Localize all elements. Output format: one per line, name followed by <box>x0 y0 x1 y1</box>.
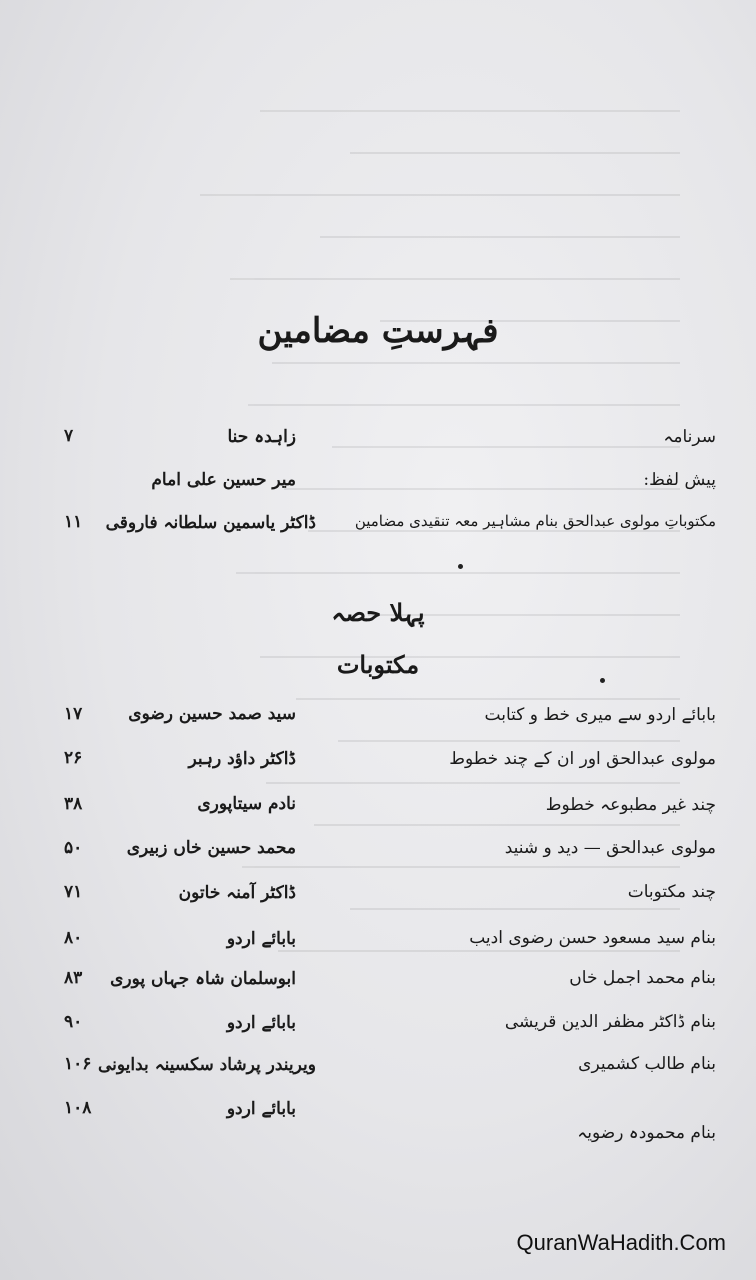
entry-author: زاہدہ حنا <box>227 427 296 447</box>
toc-row <box>0 838 756 872</box>
entry-topic: مولوی عبدالحق — دید و شنید <box>504 838 716 858</box>
entry-topic: بابائے اردو سے میری خط و کتابت <box>484 705 716 725</box>
entry-page: ۲۶ <box>64 748 83 768</box>
toc-row <box>0 704 756 738</box>
entry-author: ڈاکٹر یاسمین سلطانہ فاروقی <box>105 513 316 533</box>
dot-mark <box>458 564 463 569</box>
toc-row <box>0 882 756 916</box>
entry-topic: بنام محمودہ رضویہ <box>577 1123 716 1143</box>
entry-author: ابوسلمان شاہ جہاں پوری <box>110 969 296 989</box>
watermark-text: QuranWaHadith.Com <box>516 1230 726 1255</box>
toc-row <box>0 1098 756 1143</box>
toc-row <box>0 794 756 828</box>
entry-page: ۸۳ <box>64 968 83 988</box>
entry-topic: پیش لفظ: <box>643 470 716 490</box>
page-title: فہرستِ مضامین <box>257 311 499 351</box>
entry-page: ۹۰ <box>64 1012 83 1032</box>
entry-topic: چند غیر مطبوعہ خطوط <box>545 795 716 815</box>
entry-page: ۷۱ <box>64 882 83 902</box>
entry-topic: سرنامہ <box>663 427 716 447</box>
front-matter-row <box>0 470 756 504</box>
entry-topic: بنام ڈاکٹر مظفر الدین قریشی <box>504 1012 716 1032</box>
entry-page: ۱۰۸ <box>64 1098 92 1118</box>
dot-mark <box>600 678 605 683</box>
entry-topic: بنام سید مسعود حسن رضوی ادیب <box>469 928 716 948</box>
toc-row <box>0 928 756 962</box>
entry-page: ۱۷ <box>64 704 83 724</box>
entry-author: ڈاکٹر داؤد رہبر <box>188 749 296 769</box>
entry-author: بابائے اردو <box>226 1013 296 1033</box>
toc-row <box>0 1012 756 1046</box>
front-matter-row <box>0 512 756 546</box>
entry-topic: بنام محمد اجمل خاں <box>569 968 716 988</box>
entry-page: ۱۱ <box>64 512 83 532</box>
toc-row <box>0 748 756 782</box>
entry-topic: چند مکتوبات <box>627 882 716 902</box>
entry-author: محمد حسین خاں زبیری <box>126 838 296 858</box>
entry-page: ۳۸ <box>64 794 83 814</box>
entry-author: بابائے اردو <box>226 929 296 949</box>
entry-page: ۸۰ <box>64 928 83 948</box>
entry-author: ڈاکٹر آمنہ خاتون <box>178 883 296 903</box>
entry-topic: مکتوباتِ مولوی عبدالحق بنام مشاہیر معہ تنقیدی مضامین <box>354 512 716 530</box>
section-heading: پہلا حصہ <box>331 598 425 627</box>
toc-row <box>0 1054 756 1088</box>
toc-row <box>0 968 756 1002</box>
entry-author: بابائے اردو <box>226 1099 296 1119</box>
show-through-lines <box>80 110 680 1170</box>
front-matter-row <box>0 426 756 460</box>
subsection-heading: مکتوبات <box>336 650 420 679</box>
entry-author: نادم سیتاپوری <box>197 794 296 814</box>
entry-author: ویریندر پرشاد سکسینہ بدایونی <box>98 1055 316 1075</box>
entry-page: ۱۰۶ <box>64 1054 92 1074</box>
entry-topic: بنام طالب کشمیری <box>578 1054 716 1074</box>
entry-page: ۵۰ <box>64 838 83 858</box>
entry-page: ۷ <box>64 426 74 446</box>
entry-author: میر حسین علی امام <box>151 470 296 490</box>
entry-topic: مولوی عبدالحق اور ان کے چند خطوط <box>449 749 716 769</box>
entry-author: سید صمد حسین رضوی <box>128 704 296 724</box>
